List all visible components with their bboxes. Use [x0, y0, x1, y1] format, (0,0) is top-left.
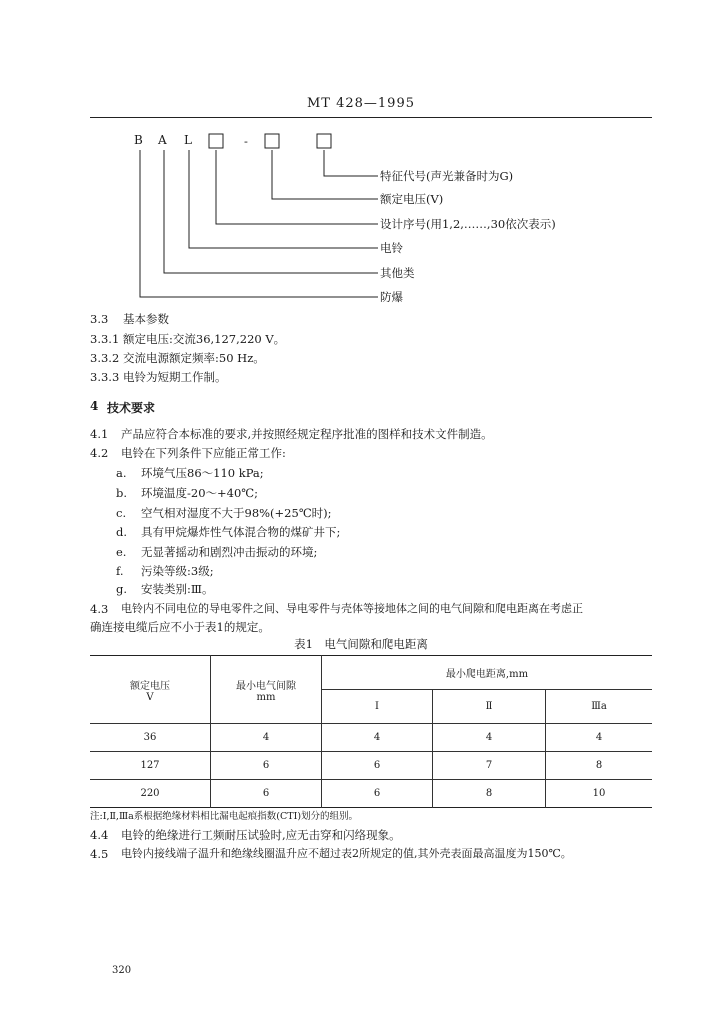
cell-clearance: 6 [211, 752, 322, 780]
diagram-label-feature-code: 特征代号(声光兼备时为G) [380, 169, 514, 183]
section-num-4-3: 4.3 [90, 602, 109, 616]
list-item-c: 空气相对湿度不大于98%(+25℃时); [141, 506, 332, 520]
paragraph-3-3-2: 交流电源额定频率:50 Hz。 [123, 351, 265, 365]
section-num-4-1: 4.1 [90, 427, 109, 441]
header-rated-voltage-label: 额定电压 [130, 680, 170, 692]
table-note: 注:Ⅰ,Ⅱ,Ⅲa系根据绝缘材料相比漏电起痕指数(CTI)划分的组别。 [90, 811, 359, 822]
diagram-box-1 [209, 134, 223, 148]
list-mark-e: e. [116, 545, 127, 559]
list-item-d: 具有甲烷爆炸性气体混合物的煤矿井下; [141, 525, 341, 539]
list-item-f: 污染等级:3级; [141, 564, 214, 578]
clearance-table [90, 655, 652, 808]
paragraph-4-3-line1: 电铃内不同电位的导电零件之间、导电零件与壳体等接地体之间的电气间隙和爬电距离在考虑正 [121, 602, 583, 615]
paragraph-4-2: 电铃在下列条件下应能正常工作: [121, 446, 286, 460]
section-num-4-5: 4.5 [90, 847, 109, 861]
list-item-a: 环境气压86～110 kPa; [141, 466, 264, 480]
diagram-dash: - [244, 134, 248, 148]
diagram-label-design-serial: 设计序号(用1,2,……,30依次表示) [380, 217, 556, 231]
list-mark-g: g. [116, 582, 128, 596]
diagram-letter-l: L [184, 133, 192, 147]
paragraph-4-3-line2: 确连接电缆后应不小于表1的规定。 [90, 620, 270, 634]
cell-creepage-1: 4 [322, 724, 433, 752]
header-min-creepage: 最小爬电距离,mm [322, 656, 653, 690]
cell-voltage: 127 [90, 752, 211, 780]
diagram-letter-b: B [134, 133, 143, 147]
page-number: 320 [112, 965, 132, 976]
cell-voltage: 220 [140, 788, 160, 799]
subheader-group-1: Ⅰ [322, 690, 433, 724]
list-mark-c: c. [116, 506, 127, 520]
diagram-letter-a: A [158, 133, 167, 147]
header-rated-voltage [90, 656, 211, 724]
header-rated-voltage-unit: V [146, 691, 154, 703]
cell-creepage-2: 4 [433, 724, 546, 752]
document-header: MT 428—1995 [306, 96, 415, 111]
cell-creepage-2: 8 [433, 780, 546, 808]
diagram-label-bell: 电铃 [380, 241, 403, 255]
list-mark-f: f. [116, 564, 124, 578]
section-num-4-2: 4.2 [90, 446, 109, 460]
paragraph-4-4: 电铃的绝缘进行工频耐压试验时,应无击穿和闪络现象。 [121, 828, 401, 842]
cell-creepage-3a: 8 [546, 752, 653, 780]
list-mark-b: b. [116, 486, 128, 500]
paragraph-4-1: 产品应符合本标准的要求,并按照经规定程序批准的图样和技术文件制造。 [121, 427, 493, 441]
cell-creepage-2: 7 [433, 752, 546, 780]
section-num-4-4: 4.4 [90, 828, 109, 842]
cell-creepage-3a: 4 [546, 724, 653, 752]
section-num-3-3-3: 3.3.3 [90, 370, 120, 384]
header-min-clearance-label: 最小电气间隙 [236, 680, 296, 692]
paragraph-3-3-3: 电铃为短期工作制。 [123, 370, 227, 384]
cell-creepage-1: 6 [322, 752, 433, 780]
list-item-e: 无显著摇动和剧烈冲击振动的环境; [141, 545, 318, 559]
section-num-3-3-2: 3.3.2 [90, 351, 120, 365]
section-num-4: 4 [90, 399, 99, 413]
list-item-b: 环境温度-20～+40℃; [141, 486, 259, 500]
section-title-3-3: 基本参数 [123, 312, 169, 326]
section-num-3-3-1: 3.3.1 [90, 332, 120, 346]
diagram-box-2 [265, 134, 279, 148]
cell-clearance: 4 [211, 724, 322, 752]
cell-clearance: 6 [211, 780, 322, 808]
list-item-g: 安装类别:Ⅲ。 [141, 582, 214, 596]
diagram-label-explosion-proof: 防爆 [380, 290, 403, 304]
cell-creepage-1: 6 [322, 780, 433, 808]
section-title-4: 技术要求 [107, 401, 156, 415]
header-min-clearance-unit: mm [256, 691, 276, 703]
list-mark-d: d. [116, 525, 128, 539]
cell-creepage-3a: 10 [546, 780, 653, 808]
diagram-label-other-class: 其他类 [380, 266, 415, 280]
paragraph-4-5: 电铃内接线端子温升和绝缘线圈温升应不超过表2所规定的值,其外壳表面最高温度为150℃。 [121, 847, 572, 860]
cell-voltage: 36 [90, 724, 211, 752]
header-min-clearance [211, 656, 322, 724]
diagram-label-rated-voltage: 额定电压(V) [380, 192, 444, 206]
table-caption: 表1 电气间隙和爬电距离 [294, 637, 428, 651]
section-num-3-3: 3.3 [90, 312, 109, 326]
paragraph-3-3-1: 额定电压:交流36,127,220 V。 [123, 332, 286, 346]
subheader-group-2: Ⅱ [433, 690, 546, 724]
subheader-group-3a: Ⅲa [546, 690, 653, 724]
diagram-box-3 [317, 134, 331, 148]
list-mark-a: a. [116, 466, 127, 480]
model-diagram [0, 0, 722, 320]
